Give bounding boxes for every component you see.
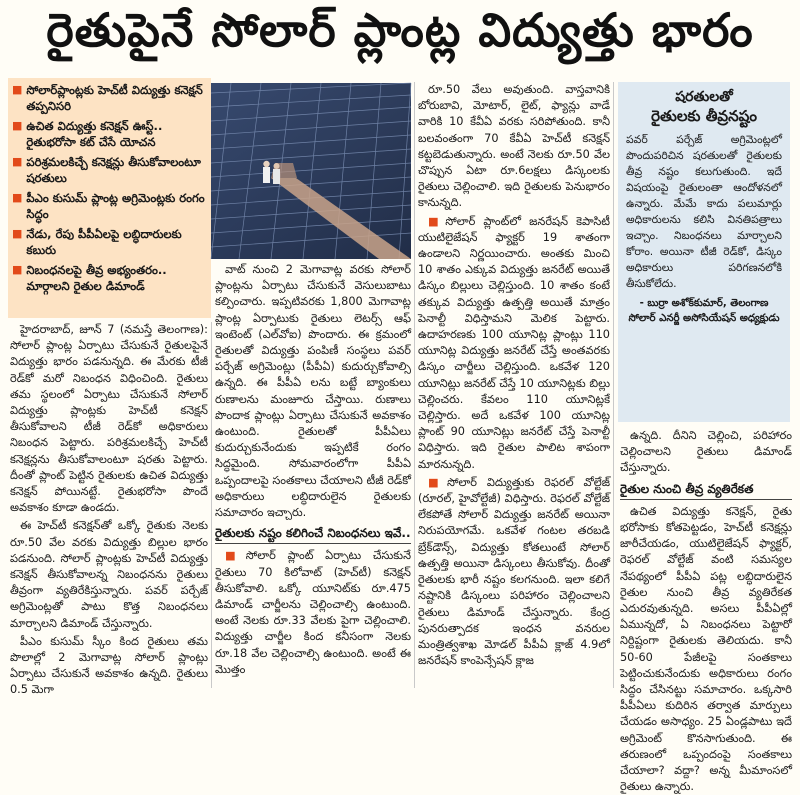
bullet-icon: ■ xyxy=(12,83,23,96)
bullet-icon: ■ xyxy=(12,263,23,276)
column-divider xyxy=(613,82,614,688)
column-divider xyxy=(211,322,212,688)
highlight-item: ■ నిబంధనలపై తీవ్ర అభ్యంతరం.. మార్గాలని రైతుల డిమాండ్‌ xyxy=(12,263,167,293)
highlight-item: ■ సోలార్‌ప్లాంట్లకు హెచ్‌టీ విద్యుత్తు కనెక్షన్‌ తప్పనిసరి xyxy=(12,83,203,113)
article-paragraph: ■ సోలార్‌ విద్యుత్తుకు రెఫరల్‌ వోల్టేజ్‌ (రూరల్‌, హైవోల్టేజీ) విధిస్తారు. రెఫరల్‌ వోల్టేజ్‌ లేకపోతే సోలార్‌ విద్యుత్తు జనరేట్‌ అయినా నిరుపయోగమే. ఒకవేళ గంటల తరబడి బ్రేక్‌డౌన్స్‌, విద్యుత్తు కోతలుంటే సోలార్‌ ఉత్పత్తి అయినా డిస్కంలు తీసుకోవు. దీంతో రైతులకు భారీ నష్టం కలగనుంది. ఇలా కలిగే నష్టానికి డిస్కంలు పరిహారం చెల్లించాలని రైతులు డిమాండ్‌ చేస్తున్నారు. కేంద్ర పునరుత్పాదక ఇంధన వనరుల మంత్రిత్వశాఖ మోడల్‌ పీపీఏ క్లాజ్‌ 4.9లో జనరేషన్‌ కాంపెన్సేషన్‌ క్లాజ xyxy=(418,475,610,668)
highlight-item: ■ ఉచిత విద్యుత్తు కనెక్షన్‌ ఊస్ట్‌.. రైతుభరోసా కట్‌ చేసే యోచన xyxy=(12,119,163,149)
article-paragraph: ■ సోలార్‌ ప్లాంట్‌లో జనరేషన్‌ కెపాసిటీ యుటిలైజేషన్‌ ఫ్యాక్టర్‌ 19 శాతంగా ఉండాలని నిర్ణయించారు. అంతకు మించి 10 శాతం ఎక్కువ విద్యుత్తు జనరేట్‌ అయితే డిస్కం బిల్లులు చెల్లిస్తుంది. 10 శాతం కంటే తక్కువ విద్యుత్తు ఉత్పత్తి అయితే మాత్రం పెనాల్టీ విధిస్తామని మెలిక పెట్టారు. ఉదాహరణకు 100 యూనిట్ల ప్లాంట్లు 110 యూనిట్ల విద్యుత్తు జనరేట్‌ చేస్తే అంతవరకు డిస్కం చార్జీలు చెల్లిస్తుంది. ఒకవేళ 120 యూనిట్లు జనరేట్‌ చేస్తే 10 యూనిట్లకు బిల్లు చెల్లించరు. కేవలం 110 యూనిట్లకే చెల్లిస్తారు. అదే ఒకవేళ 100 యూనిట్ల ప్లాంట్‌ 90 యూనిట్లు జనరేట్‌ చేస్తే పెనాల్టీ విధిస్తారు. ఇది రైతుల పాలిట శాపంగా మారనున్నది. xyxy=(418,214,610,471)
sidebar-credit: - బుర్రా అశోక్‌కుమార్‌, తెలంగాణ సోలార్‌ ఎనర్జీ అసోసియేషన్‌ అధ్యక్షుడు xyxy=(628,298,780,324)
bullet-icon: ■ xyxy=(12,227,23,240)
bullet-icon: ■ xyxy=(12,191,23,204)
column-divider xyxy=(414,82,415,688)
quote-sidebar xyxy=(618,82,790,422)
bullet-icon: ■ xyxy=(12,155,23,168)
highlight-item: ■ నేడు, రేపు పీపీఏలపై లబ్ధిదారులకు కబురు xyxy=(12,227,182,257)
article-paragraph: రూ.50 వేలు అవుతుంది. వాస్తవానికి బోరుబావి, మోటార్‌, లైట్‌, ఫ్యాన్లు వాడే వారికి 10 కేవీఏ వరకు సరిపోతుంది. కానీ బలవంతంగా 70 కేవీఏ హెచ్‌టీ కనెక్షన్‌ కట్టబెడుతున్నారు. అంటే నెలకు రూ.50 వేల చొప్పున ఏటా రూ.6లక్షలు డిస్కంలకు రైతులు చెల్లించాలి. ఇది రైతులకు పెనుభారం కానున్నది. xyxy=(418,83,610,210)
section-subhead: రైతుల నుంచి తీవ్ర వ్యతిరేకత xyxy=(620,481,792,500)
bullet-icon: ■ xyxy=(428,214,444,228)
article-paragraph: ఉచిత విద్యుత్తు కనెక్షన్‌, రైతు భరోసాకు కోతపెట్టడం, హెచ్‌టీ కనెక్షన్లు జారీచేయడం, యుటిలైజేషన్‌ ఫ్యాక్టర్‌, రెఫరల్‌ వోల్టేజ్‌ వంటి సమస్యల నేపథ్యంలో పీపీఏ పట్ల లబ్ధిదారులైన రైతుల నుంచి తీవ్ర వ్యతిరేకత ఎదురవుతున్నది. అసలు పీపీఏల్లో ఏమున్నదో, ఏ నిబంధనలు పెట్టారో నిర్దిష్టంగా రైతులకు తెలియదు. కానీ 50-60 పేజీలపై సంతకాలు పెట్టించుకునేందుకు అధికారులు రంగం సిద్ధం చేసినట్టు సమాచారం. ఒక్కసారి పీపీఏలు కుదిరిన తర్వాత మార్పులు చేయడం అసాధ్యం. 25 ఏండ్లపాటు ఇదే అగ్రిమెంట్‌ కొనసాగుతుంది. ఈ తరుణంలో ఒప్పందంపై సంతకాలు చేయాలా? వద్దా? అన్న మీమాంసలో రైతులు ఉన్నారు. xyxy=(620,504,792,794)
article-paragraph: హైదరాబాద్‌, జూన్‌ 7 (నమస్తే తెలంగాణ): సోలార్‌ ప్లాంట్ల ఏర్పాటు చేసుకునే రైతులపైనే విద్యుత్తు భారం పడనున్నది. ఈ మేరకు టీజీ రెడ్‌కో మరో నిబంధన విధించింది. రైతులు తమ స్థలంలో ఏర్పాటు చేసుకునే సోలార్‌ విద్యుత్తు ప్లాంట్లకు హెచ్‌టీ కనెక్షన్‌ తీసుకోవాలని టీజీ రెడ్‌కో అధికారులు నిబంధన పెట్టారు. పరిశ్రమలకిచ్చే హెచ్‌టీ కనెక్షన్లను తీసుకోవాలంటూ షరతు పెట్టారు. దీంతో ప్లాంట్‌ పెట్టిన రైతులకు ఉచిత విద్యుత్తు కనెక్షన్‌ పోయినట్టే. రైతుభరోసా పొందే అవకాశం కూడా ఉండదు. xyxy=(10,323,208,515)
headline: రైతుపైనే సోలార్‌ ప్లాంట్ల విద్యుత్తు భారం xyxy=(46,3,754,57)
article-paragraph: ఉన్నది. దీనిని చెల్లించి, పరిహారం చెల్లించాలని రైతులు డిమాండ్‌ చేస్తున్నారు. xyxy=(620,429,792,475)
highlight-item: ■ పీఎం కుసుమ్‌ ప్లాంట్ల అగ్రిమెంట్లకు రంగం సిద్ధం xyxy=(12,191,205,221)
bullet-icon: ■ xyxy=(12,119,23,132)
sidebar-body: పవర్‌ పర్చేజ్‌ అగ్రిమెంట్లలో పొందుపరిచిన షరతులతో రైతులకు తీవ్ర నష్టం కలుగుతుంది. ఇదే విషయంపై రైతులంతా ఆందోళనలో ఉన్నారు. మేమే కాదు పలుమార్లు అధికారులను కలిసి వినతిపత్రాలు ఇచ్చాం. నిబంధనలు మార్చాలని కోరాం. అయినా టీజీ రెడ్‌కో, డిస్కం అధికారులు పరిగణనలోకి తీసుకోలేదు. xyxy=(626,133,782,290)
article-paragraph: ■ సోలార్‌ ప్లాంట్‌ ఏర్పాటు చేసుకునే రైతులు 70 కిలోవాట్‌ (హెచ్‌టీ) కనెక్షన్‌ తీసుకోవాలి. ఒక్కో యూనిట్‌కు రూ.475 డిమాండ్‌ చార్జీలను చెల్లించాల్సి ఉంటుంది. అంటే నెలకు రూ.33 వేలకు పైగా చెల్లించాలి. విద్యుత్తు చార్జీల కింద కనీసంగా నెలకు రూ.18 వేల చెల్లించాల్సి ఉంటుంది. అంటే ఈ మొత్తం xyxy=(215,549,411,676)
sidebar-title: షరతులతో రైతులకు తీవ్రనష్టం xyxy=(651,89,757,125)
article-paragraph: పీఎం కుసుమ్‌ స్కీం కింద రైతులు తమ పొలాల్లో 2 మెగావాట్ల సోలార్‌ ప్లాంట్లు ఏర్పాటు చేసుకునే అవకాశం ఉన్నది. రైతులు 0.5 మెగా xyxy=(10,634,208,697)
article-column-3 xyxy=(418,82,610,688)
highlights-box xyxy=(8,78,211,318)
article-column-2 xyxy=(215,262,411,688)
article-column-4 xyxy=(620,428,792,794)
bullet-icon: ■ xyxy=(225,549,244,563)
solar-panel-photo xyxy=(211,83,411,259)
article-column-1 xyxy=(10,322,208,697)
section-subhead: రైతులకు నష్టం కలిగించే నిబంధనలు ఇవే.. xyxy=(215,525,411,544)
article-paragraph: వాట్‌ నుంచి 2 మెగావాట్ల వరకు సోలార్‌ ప్లాంట్లను ఏర్పాటు చేసుకునే వెసులుబాటు కల్పించారు. ఇప్పటివరకు 1,800 మెగావాట్ల ప్లాంట్ల ఏర్పాటుకు రైతులు లెటర్స్‌ ఆఫ్‌ ఇంటెంట్‌ (ఎల్‌వోఐ) పొందారు. ఈ క్రమంలో రైతులతో విద్యుత్తు పంపిణీ సంస్థలు పవర్‌ పర్చేజ్‌ అగ్రిమెంట్లు (పీపీఏ) కుదుర్చుకోవాల్సి ఉన్నది. ఈ పీపీఏ లను బట్టే బ్యాంకులు రుణాలను మంజూరు చేస్తాయి. రుణాలు పొందాక ప్లాంట్లు ఏర్పాటు చేసుకునే అవకాశం ఉంటుంది. రైతులతో పీపీఏలు కుదుర్చుకునేందుకు ఇప్పటికే రంగం సిద్ధమైంది. సోమవారంలోగా పీపీఏ ఒప్పందాలపై సంతకాలు చేయాలని టీజీ రెడ్‌కో అధికారులు లబ్ధిదారులైన రైతులకు సమాచారం ఇచ్చారు. xyxy=(215,263,411,520)
highlight-item: ■ పరిశ్రమలకిచ్చే కనెక్షన్లు తీసుకోవాలంటూ షరతులు xyxy=(12,155,201,185)
solar-field-illustration xyxy=(211,83,411,259)
article-paragraph: ఈ హెచ్‌టీ కనెక్షన్‌తో ఒక్కో రైతుకు నెలకు రూ.50 వేల వరకు విద్యుత్తు బిల్లుల భారం పడనుంది. సోలార్‌ ప్లాంట్లకు హెచ్‌టీ విద్యుత్తు కనెక్షన్‌ తీసుకోవాలన్న నిబంధనను రైతులు తీవ్రంగా వ్యతిరేకిస్తున్నారు. పవర్‌ పర్చేజ్‌ అగ్రిమెంట్లతో పాటు కొత్త నిబంధనలు మార్చాలని డిమాండ్‌ చేస్తున్నారు. xyxy=(10,519,208,630)
bullet-icon: ■ xyxy=(428,475,445,489)
